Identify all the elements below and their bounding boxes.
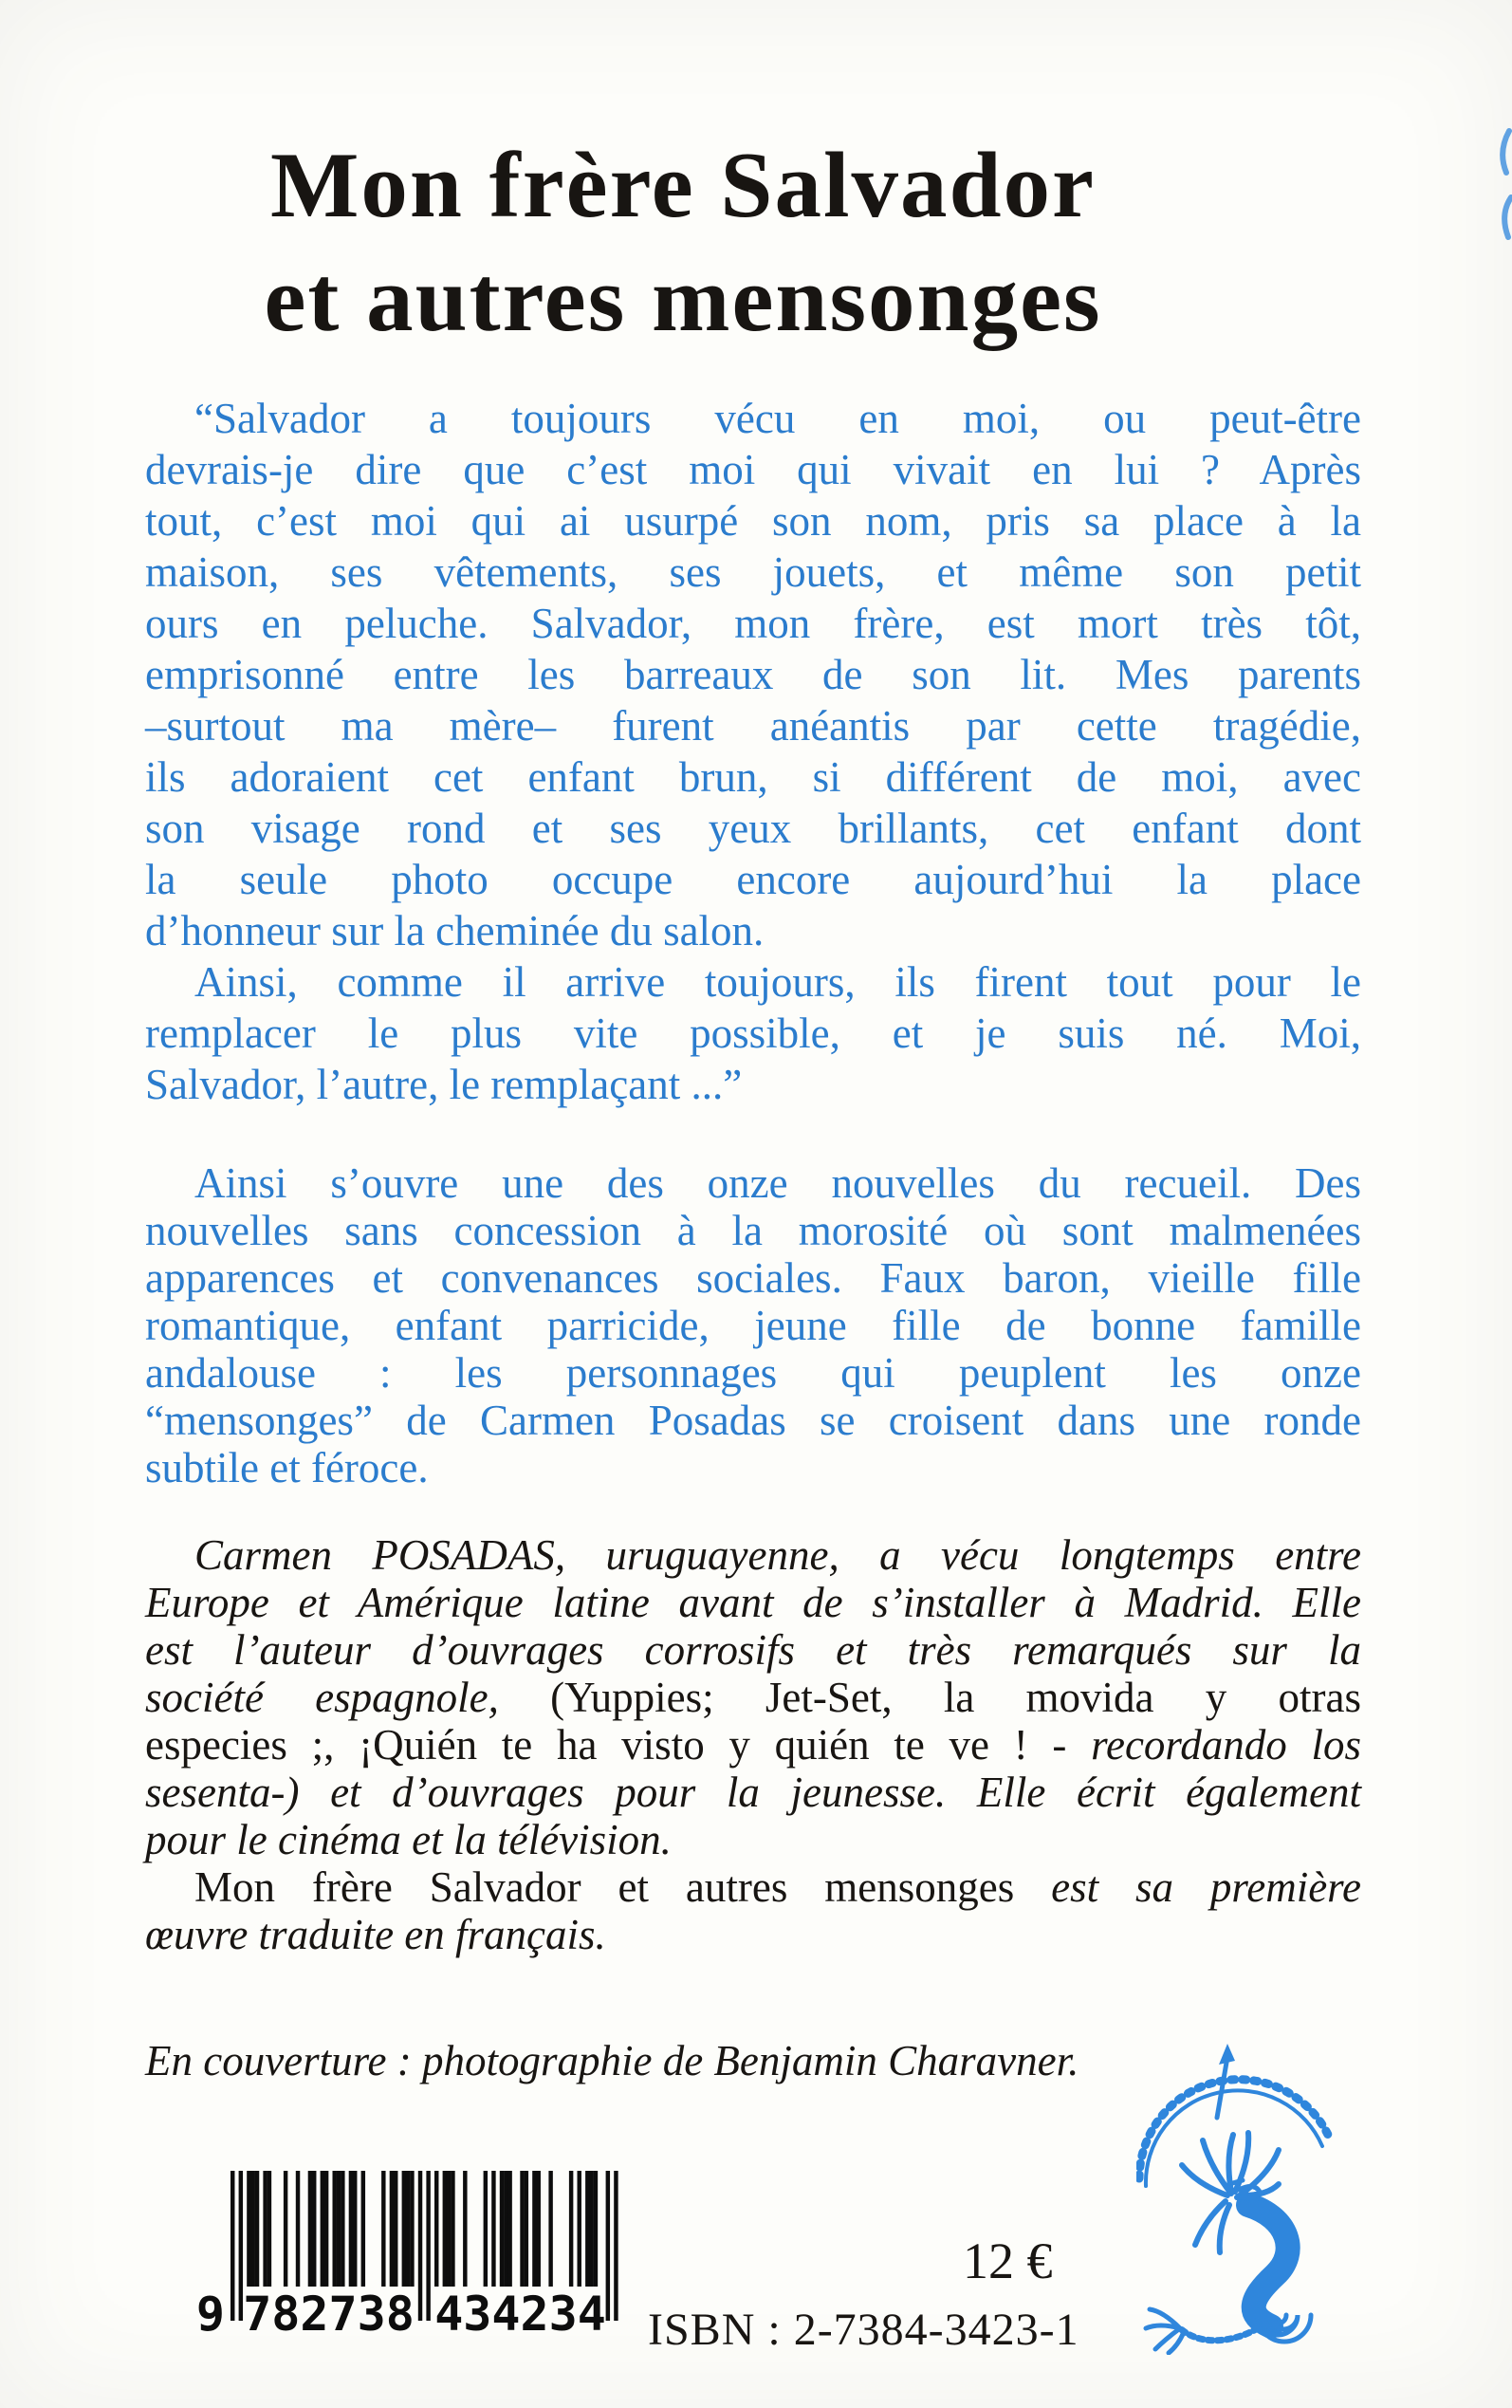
text-line: œuvre traduite en français. — [145, 1911, 606, 1958]
text-line: maison, ses vêtements, ses jouets, et même son petit — [145, 548, 1361, 596]
text-line: Carmen POSADAS, uruguayenne, a vécu longtemps entre — [194, 1531, 1361, 1579]
text-line: remplacer le plus vite possible, et je suis né. Moi, — [145, 1010, 1361, 1057]
text-line: nouvelles sans concession à la morosité où sont malmenées — [145, 1207, 1361, 1254]
text-line: subtile et féroce. — [145, 1444, 429, 1491]
publisher-logo-dragon-icon — [1136, 2042, 1341, 2355]
text-line: andalouse : les personnages qui peuplent les onze — [145, 1349, 1361, 1397]
book-title-line1: Mon frère Salvador — [269, 134, 1096, 237]
text-line: romantique, enfant parricide, jeune fille de bonne famille — [145, 1302, 1361, 1349]
text-line: –surtout ma mère– furent anéantis par cette tragédie, — [145, 702, 1361, 750]
text-line: d’honneur sur la cheminée du salon. — [145, 907, 765, 954]
text-line: la seule photo occupe encore aujourd’hui la place — [145, 856, 1361, 903]
text-line: apparences et convenances sociales. Faux baron, vieille fille — [145, 1254, 1361, 1302]
text-line: En couverture : photographie de Benjamin Charavner. — [145, 2037, 1079, 2084]
text-line: “mensonges” de Carmen Posadas se croisent dans une ronde — [145, 1397, 1361, 1444]
text-line: Europe et Amérique latine avant de s’installer à Madrid. Elle — [145, 1579, 1361, 1626]
text-line: son visage rond et ses yeux brillants, cet enfant dont — [145, 805, 1361, 852]
book-title — [66, 129, 1300, 357]
author-bio-paragraph — [145, 1531, 1361, 1958]
barcode-lead-digit: 9 — [195, 2287, 225, 2342]
text-line: tout, c’est moi qui ai usurpé son nom, pris sa place à la — [145, 497, 1361, 545]
text-line: ils adoraient cet enfant brun, si différent de moi, avec — [145, 753, 1361, 801]
barcode-left-digits: 782738 — [243, 2287, 415, 2342]
text-line: “Salvador a toujours vécu en moi, ou peut-être — [194, 395, 1361, 442]
text-line: devrais-je dire que c’est moi qui vivait en lui ? Après — [145, 446, 1361, 493]
text-line: est l’auteur d’ouvrages corrosifs et très remarqués sur la — [145, 1626, 1361, 1674]
text-line: société espagnole, (Yuppies; Jet-Set, la movida y otras — [145, 1674, 1361, 1721]
text-line: Mon frère Salvador et autres mensonges est sa première — [194, 1863, 1361, 1911]
text-line: emprisonné entre les barreaux de son lit. Mes parents — [145, 651, 1361, 698]
text-line: especies ;, ¡Quién te ha visto y quién te ve ! - recordando los — [145, 1721, 1361, 1769]
isbn-label: ISBN : 2-7384-3423-1 — [648, 2305, 1079, 2355]
text-line: pour le cinéma et la télévision. — [145, 1816, 672, 1863]
text-line: ours en peluche. Salvador, mon frère, est mort très tôt, — [145, 600, 1361, 647]
text-line: Salvador, l’autre, le remplaçant ...” — [145, 1061, 743, 1108]
ean13-barcode — [175, 2171, 631, 2342]
barcode-right-digits: 434234 — [434, 2287, 606, 2342]
text-line: Ainsi, comme il arrive toujours, ils firent tout pour le — [194, 958, 1361, 1006]
text-line: sesenta-) et d’ouvrages pour la jeunesse. Elle écrit également — [145, 1769, 1361, 1816]
book-title-line2: et autres mensonges — [264, 248, 1102, 351]
quote-paragraph — [145, 393, 1361, 1110]
scan-artifact-marks — [1494, 125, 1512, 249]
summary-paragraph — [145, 1159, 1361, 1491]
price-label: 12 € — [963, 2232, 1053, 2289]
text-line: Ainsi s’ouvre une des onze nouvelles du recueil. Des — [194, 1159, 1361, 1207]
